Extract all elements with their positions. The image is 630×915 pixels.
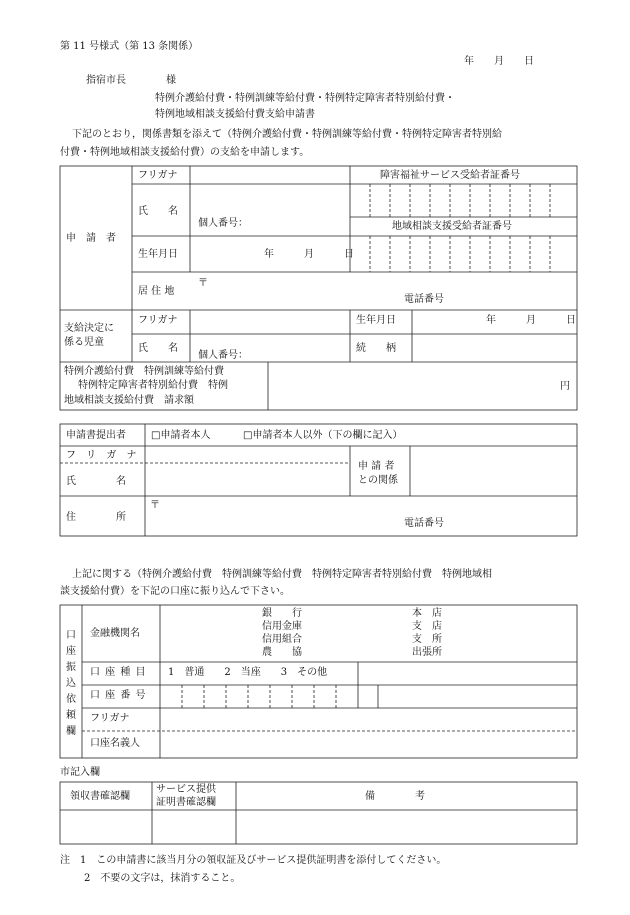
applicant-birth-label: 生年月日 [138,249,178,260]
date-line: 年 月 日 [464,56,534,67]
cert-label-regional: 地域相談支援受給者証番号 [392,221,512,232]
note-1: 注 1 この申請書に該当月分の領収証及びサービス提供証明書を添付してください。 [60,855,447,866]
submitter-relation-label-2: との関係 [358,475,398,486]
service-check-label-2: 証明書確認欄 [156,797,216,808]
claim-label-3: 地域相談支援給付費 請求額 [64,395,194,406]
intro-line2: 付費・特例地域相談支援給付費）の支給を申請します。 [60,147,310,158]
child-section-label-2: 係る児童 [64,337,104,348]
branch-type-1: 本 店 [412,608,442,619]
applicant-address-label: 居 住 地 [138,286,175,297]
bank-side-label-4: 込 [66,678,76,689]
form-title-line2: 特例地域相談支援給付費支給申請書 [155,109,315,120]
form-title-line1: 特例介護給付費・特例訓練等給付費・特例特定障害者特別給付費・ [155,93,455,104]
claim-label-1: 特例介護給付費 特例訓練等給付費 [64,366,224,377]
child-name-label: 氏 名 [138,343,178,354]
submitter-option-other[interactable]: □申請者本人以外（下の欄に記入） [243,430,403,441]
bank-type-2: 信用金庫 [262,621,302,632]
bank-side-label-7: 欄 [66,726,76,737]
form-number: 第 11 号様式（第 13 条関係） [60,41,199,52]
bank-type-3: 信用組合 [262,634,302,645]
claim-label-2: 特例特定障害者特別給付費 特例 [78,380,228,391]
branch-type-4: 出張所 [412,647,442,658]
submitter-relation-label-1: 申 請 者 [358,461,395,472]
child-personal-no-label: 個人番号： [198,350,248,361]
child-birth-label: 生年月日 [356,315,396,326]
submitter-postal-mark: 〒 [150,500,160,511]
submitter-name-label: 氏 名 [66,476,126,487]
bank-side-label-2: 座 [66,646,76,657]
submitter-furigana-label: フ リ ガ ナ [66,450,141,461]
submitter-option-self[interactable]: □申請者本人 [151,430,211,441]
applicant-personal-no-label: 個人番号： [198,218,248,229]
child-section-label-1: 支給決定に [64,323,114,334]
bank-type-4: 農 協 [262,647,302,658]
account-type-label: 口 座 種 目 [90,667,147,678]
submitter-phone-label: 電話番号 [404,518,444,529]
note-2: 2 不要の文字は，抹消すること。 [84,873,241,884]
branch-type-3: 支 所 [412,634,442,645]
city-section-title: 市記入欄 [60,767,100,778]
addressee: 指宿市長 様 [86,75,176,86]
applicant-phone-label: 電話番号 [404,294,444,305]
bank-side-label-3: 振 [66,662,76,673]
bank-type-1: 銀 行 [262,608,302,619]
submitter-address-label: 住 所 [66,512,126,523]
remarks-label: 備 考 [365,791,425,802]
bank-intro-line1: 上記に関する（特例介護給付費 特例訓練等給付費 特例特定障害者特別給付費 特例地域相 [72,569,492,580]
bank-side-label-5: 依 [66,694,76,705]
account-type-options[interactable]: 1 普通 2 当座 3 その他 [168,667,328,678]
branch-type-2: 支 店 [412,621,442,632]
postal-mark: 〒 [198,278,208,289]
account-holder-label: 口座名義人 [90,738,140,749]
account-number-label: 口 座 番 号 [90,690,147,701]
applicant-name-label: 氏 名 [138,206,178,217]
applicant-section-label: 申 請 者 [66,233,116,244]
applicant-birth-date[interactable]: 年 月 日 [264,249,354,260]
intro-line1: 下記のとおり，関係書類を添えて（特例介護給付費・特例訓練等給付費・特例特定障害者特別給 [72,129,502,140]
bank-side-label-1: 口 [66,630,76,641]
submitter-label: 申請書提出者 [66,430,126,441]
claim-unit: 円 [560,381,570,392]
receipt-check-label: 領収書確認欄 [70,791,130,802]
child-furigana-label: フリガナ [138,315,178,326]
child-birth-date[interactable]: 年 月 日 [486,315,576,326]
account-furigana-label: フリガナ [90,713,130,724]
service-check-label-1: サービス提供 [156,784,216,795]
bank-side-label-6: 頼 [66,710,76,721]
applicant-furigana-label: フリガナ [138,170,178,181]
cert-label-welfare: 障害福祉サービス受給者証番号 [380,170,520,181]
bank-intro-line2: 談支援給付費）を下記の口座に振り込んで下さい。 [60,586,290,597]
child-relation-label: 続 柄 [356,343,396,354]
applicant-furigana-field[interactable] [191,167,349,183]
bank-institution-label: 金融機関名 [90,628,140,639]
